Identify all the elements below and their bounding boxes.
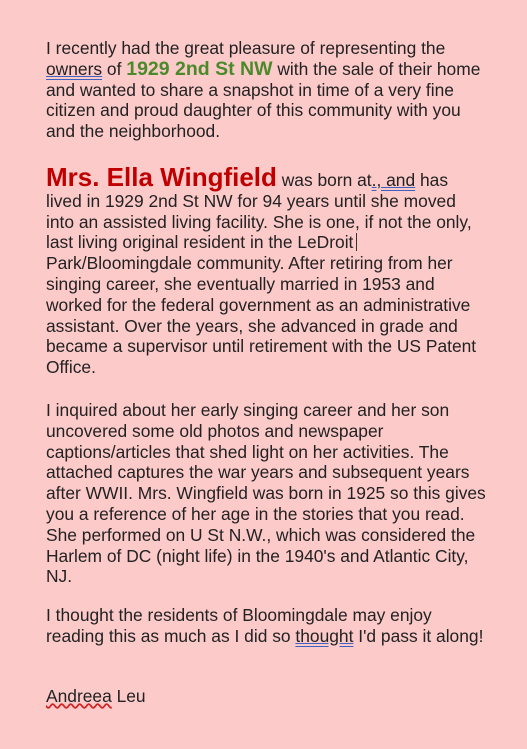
biography-text: has lived in 1929 2nd St NW for 94 years until she moved into an assisted living facility. She is one, if not the only, last living original resident in the LeDroit	[46, 170, 472, 253]
career-paragraph	[46, 400, 486, 587]
intro-paragraph	[46, 38, 486, 142]
signature	[46, 686, 486, 707]
and-word: ., and	[371, 170, 416, 190]
text-cursor	[356, 233, 357, 251]
signature-first-name: Andreea	[46, 686, 112, 706]
thought-word: thought	[295, 625, 354, 646]
intro-text: I recently had the great pleasure of representing the	[46, 38, 446, 58]
born-text: was born at	[276, 170, 372, 190]
closing-text: I thought the residents of Bloomingdale may enjoy reading this as much as I did so	[46, 605, 432, 646]
intro-text-end: with the sale of their home and wanted to share a snapshot in time of a very fine citizen and proud daughter of this community with you and the neighborhood.	[46, 58, 481, 142]
career-text: I inquired about her early singing career and her son uncovered some old photos and newspaper captions/articles that shed light on her activities. The attached captures the war years and subsequent years after WWII. Mrs. Wingfield was born in 1925 so this gives you a reference of her age in the stories that you read. She performed on U St N.W., which was considered the Harlem of DC (night life) in the 1940's and Atlantic City, NJ.	[46, 400, 486, 587]
subject-name: Mrs. Ella Wingfield	[46, 162, 277, 192]
intro-of: of	[102, 58, 127, 79]
signature-last-name: Leu	[111, 686, 146, 706]
closing-paragraph	[46, 605, 486, 647]
owners-word: owners	[46, 58, 103, 79]
biography-paragraph	[46, 164, 486, 378]
closing-text-end: I'd pass it along!	[353, 625, 484, 646]
property-address: 1929 2nd St NW	[126, 57, 273, 80]
biography-text-end: Park/Bloomingdale community. After retiring from her singing career, she eventually married in 1953 and worked for the federal government as an administrative assistant. Over the years, she advanced in grade and became a supervisor until retirement with the US Patent Office.	[46, 253, 477, 378]
